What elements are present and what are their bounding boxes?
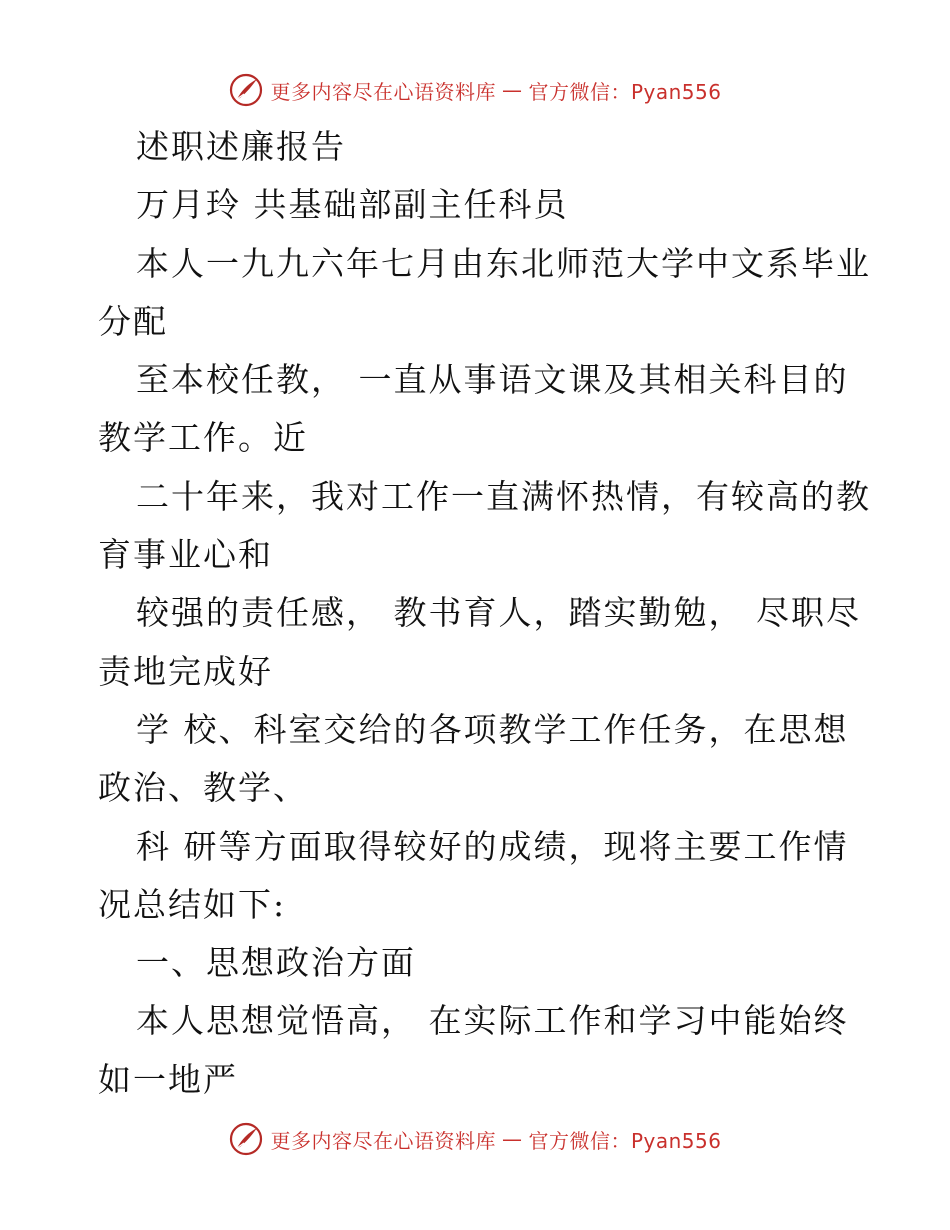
banner-wechat-text: 官方微信：Pyan556 <box>528 79 722 104</box>
paragraph-line: 科 研等方面取得较好的成绩，现将主要工作情 <box>136 826 849 866</box>
paragraph-line: 至本校任教， 一直从事语文课及其相关科目的 <box>136 360 849 400</box>
quill-logo-icon <box>228 1121 264 1157</box>
paragraph-line: 本人一九九六年七月由东北师范大学中文系毕业 <box>136 243 871 283</box>
banner-brand-text: 更多内容尽在心语资料库 <box>270 1128 496 1153</box>
paragraph-line: 分配 <box>98 301 168 341</box>
paragraph-line: 如一地严 <box>98 1059 238 1099</box>
paragraph-line: 较强的责任感， 教书育人，踏实勤勉， 尽职尽 <box>136 593 861 633</box>
banner-dash: — <box>501 1127 523 1151</box>
banner-dash: — <box>501 78 523 102</box>
section-heading: 一、思想政治方面 <box>136 943 416 983</box>
footer-banner <box>0 1119 950 1159</box>
doc-title: 述职述廉报告 <box>136 127 346 166</box>
paragraph-line: 政治、教学、 <box>98 768 308 808</box>
paragraph-line: 二十年来，我对工作一直满怀热情，有较高的教 <box>136 476 871 516</box>
document-body <box>98 118 871 1109</box>
paragraph-line: 教学工作。近 <box>98 418 308 458</box>
doc-author: 万月玲 共基础部副主任科员 <box>136 185 569 225</box>
banner-wechat-text: 官方微信：Pyan556 <box>528 1128 722 1153</box>
paragraph-line: 况总结如下: <box>98 884 287 924</box>
paragraph-line: 本人思想觉悟高， 在实际工作和学习中能始终 <box>136 1001 849 1041</box>
banner-brand-text: 更多内容尽在心语资料库 <box>270 79 496 104</box>
paragraph-line: 学 校、科室交给的各项教学工作任务，在思想 <box>136 709 849 749</box>
header-banner <box>0 70 950 110</box>
paragraph-line: 责地完成好 <box>98 651 273 691</box>
paragraph-line: 育事业心和 <box>98 535 273 575</box>
quill-logo-icon <box>228 72 264 108</box>
